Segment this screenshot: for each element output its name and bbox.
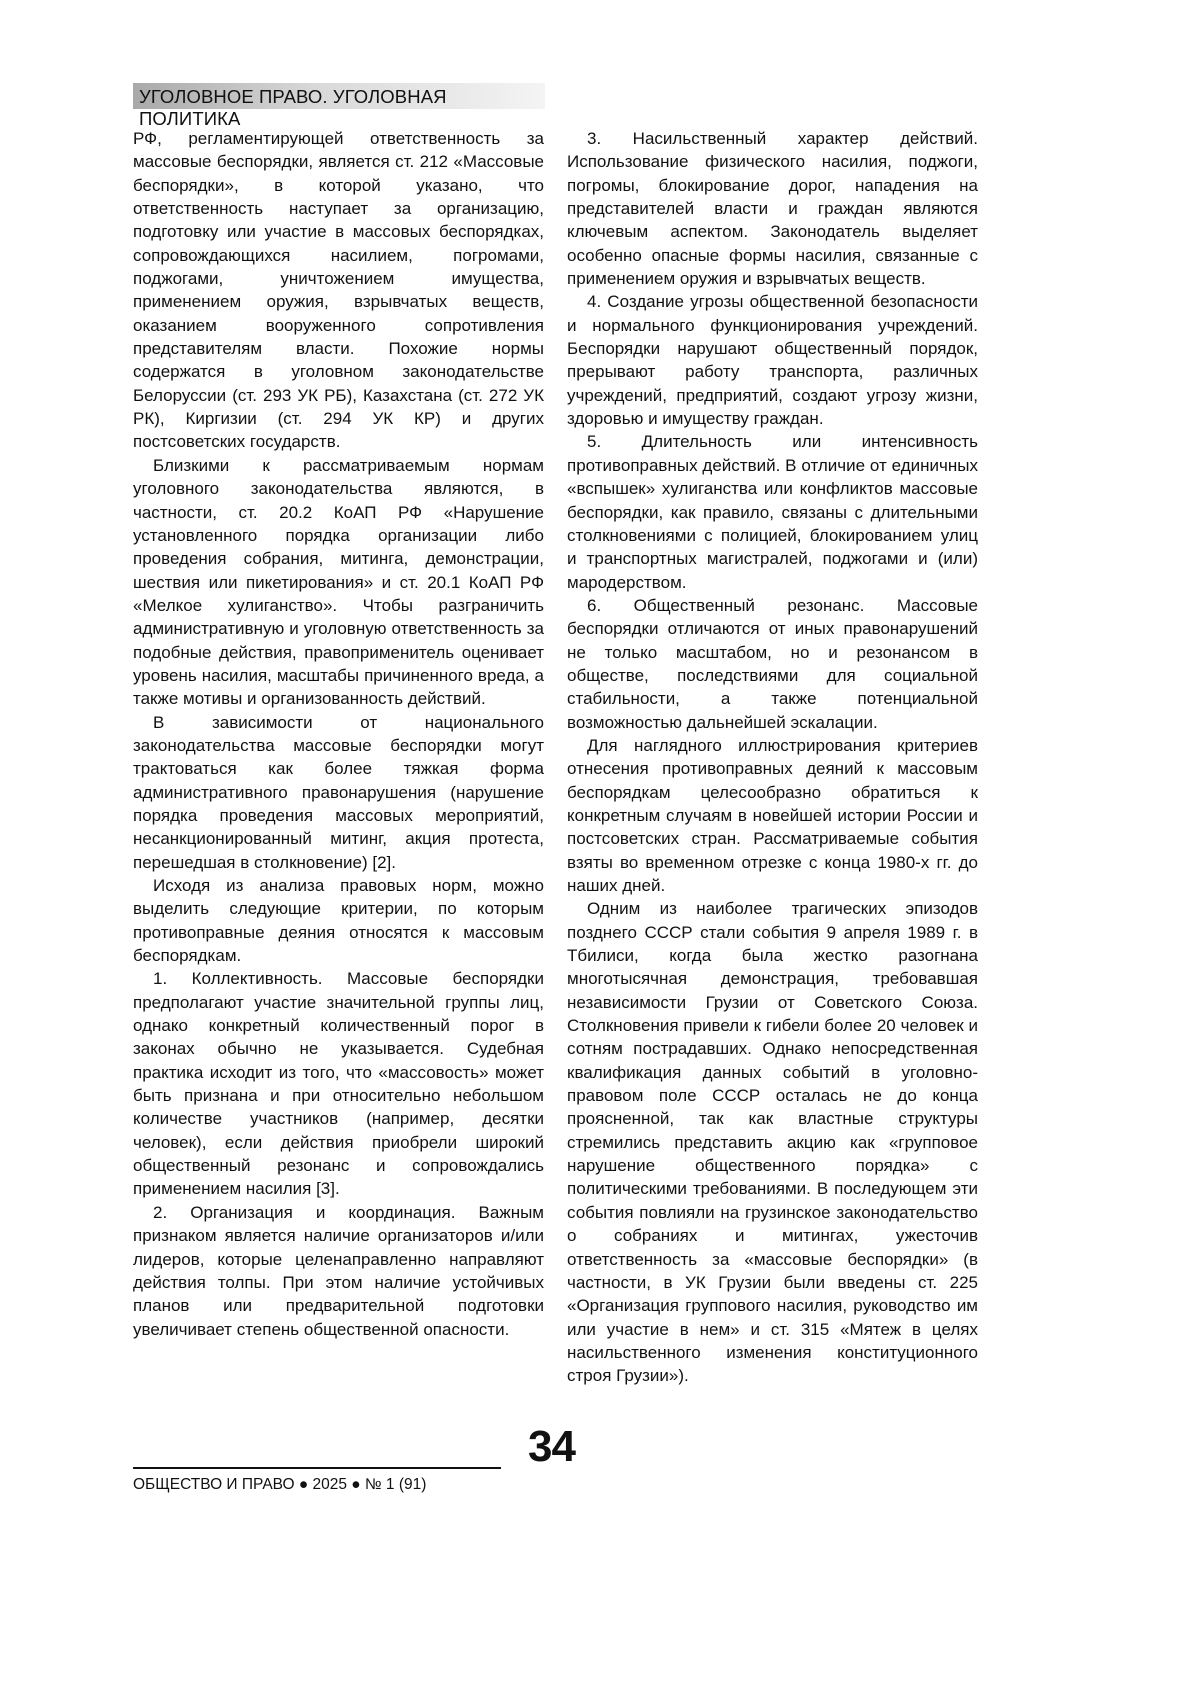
page-number: 34 — [528, 1422, 575, 1472]
left-column — [133, 127, 544, 1341]
paragraph: Исходя из анализа правовых норм, можно выделить следующие критерии, по которым противоправные деяния относятся к массовым беспорядкам. — [133, 874, 544, 967]
section-title: УГОЛОВНОЕ ПРАВО. УГОЛОВНАЯ ПОЛИТИКА — [139, 86, 545, 130]
journal-footer: ОБЩЕСТВО И ПРАВО ● 2025 ● № 1 (91) — [133, 1476, 426, 1494]
paragraph: 1. Коллективность. Массовые беспорядки предполагают участие значительной группы лиц, однако конкретный количественный порог в законах обычно не указывается. Судебная практика исходит из того, что «массовость» может быть признана и при относительно небольшом количестве участников (например, десятки человек), если действия приобрели широкий общественный резонанс и сопровождались применением насилия [3]. — [133, 967, 544, 1200]
paragraph: Для наглядного иллюстрирования критериев отнесения противоправных деяний к массовым беспорядкам целесообразно обратиться к конкретным случаям в новейшей истории России и постсоветских стран. Рассматриваемые события взяты во временном отрезке с конца 1980-х гг. до наших дней. — [567, 734, 978, 897]
paragraph: Одним из наиболее трагических эпизодов позднего СССР стали события 9 апреля 1989 г. в Тбилиси, когда была жестко разогнана многотысячная демонстрация, требовавшая независимости Грузии от Советского Союза. Столкновения привели к гибели более 20 человек и сотням пострадавших. Однако непосредственная квалификация данных событий в уголовно-правовом поле СССР осталась не до конца проясненной, так как властные структуры стремились представить акцию как «групповое нарушение общественного порядка» с политическими требованиями. В последующем эти события повлияли на грузинское законодательство о собраниях и митингах, ужесточив ответственность за «массовые беспорядки» (в частности, в УК Грузии были введены ст. 225 «Организация группового насилия, руководство им или участие в нем» и ст. 315 «Мятеж в целях насильственного изменения конституционного строя Грузии»). — [567, 897, 978, 1387]
paragraph: 3. Насильственный характер действий. Использование физического насилия, поджоги, погромы, блокирование дорог, нападения на представителей власти и граждан являются ключевым аспектом. Законодатель выделяет особенно опасные формы насилия, связанные с применением оружия и взрывчатых веществ. — [567, 127, 978, 290]
paragraph: 4. Создание угрозы общественной безопасности и нормального функционирования учреждений. Беспорядки нарушают общественный порядок, прерывают работу транспорта, различных учреждений, предприятий, создают угрозу жизни, здоровью и имуществу граждан. — [567, 290, 978, 430]
paragraph: РФ, регламентирующей ответственность за массовые беспорядки, является ст. 212 «Массовые беспорядки», в которой указано, что ответственность наступает за организацию, подготовку или участие в массовых беспорядках, сопровождающихся насилием, погромами, поджогами, уничтожением имущества, применением оружия, взрывчатых веществ, оказанием вооруженного сопротивления представителям власти. Похожие нормы содержатся в уголовном законодательстве Белоруссии (ст. 293 УК РБ), Казахстана (ст. 272 УК РК), Киргизии (ст. 294 УК КР) и других постсоветских государств. — [133, 127, 544, 454]
paragraph: В зависимости от национального законодательства массовые беспорядки могут трактоваться как более тяжкая форма административного правонарушения (нарушение порядка проведения массовых мероприятий, несанкционированный митинг, акция протеста, перешедшая в столкновение) [2]. — [133, 711, 544, 874]
right-column — [567, 127, 978, 1388]
footer-divider — [133, 1467, 501, 1469]
section-header — [133, 83, 545, 109]
paragraph: 2. Организация и координация. Важным признаком является наличие организаторов и/или лидеров, которые целенаправленно направляют действия толпы. При этом наличие устойчивых планов или предварительной подготовки увеличивает степень общественной опасности. — [133, 1201, 544, 1341]
paragraph: 5. Длительность или интенсивность противоправных действий. В отличие от единичных «вспышек» хулиганства или конфликтов массовые беспорядки, как правило, связаны с длительными столкновениями с полицией, блокированием улиц и транспортных магистралей, поджогами и (или) мародерством. — [567, 430, 978, 593]
paragraph: Близкими к рассматриваемым нормам уголовного законодательства являются, в частности, ст. 20.2 КоАП РФ «Нарушение установленного порядка организации либо проведения собрания, митинга, демонстрации, шествия или пикетирования» и ст. 20.1 КоАП РФ «Мелкое хулиганство». Чтобы разграничить административную и уголовную ответственность за подобные действия, правоприменитель оценивает уровень насилия, масштабы причиненного вреда, а также мотивы и организованность действий. — [133, 454, 544, 711]
paragraph: 6. Общественный резонанс. Массовые беспорядки отличаются от иных правонарушений не только масштабом, но и резонансом в обществе, последствиями для социальной стабильности, а также потенциальной возможностью дальнейшей эскалации. — [567, 594, 978, 734]
